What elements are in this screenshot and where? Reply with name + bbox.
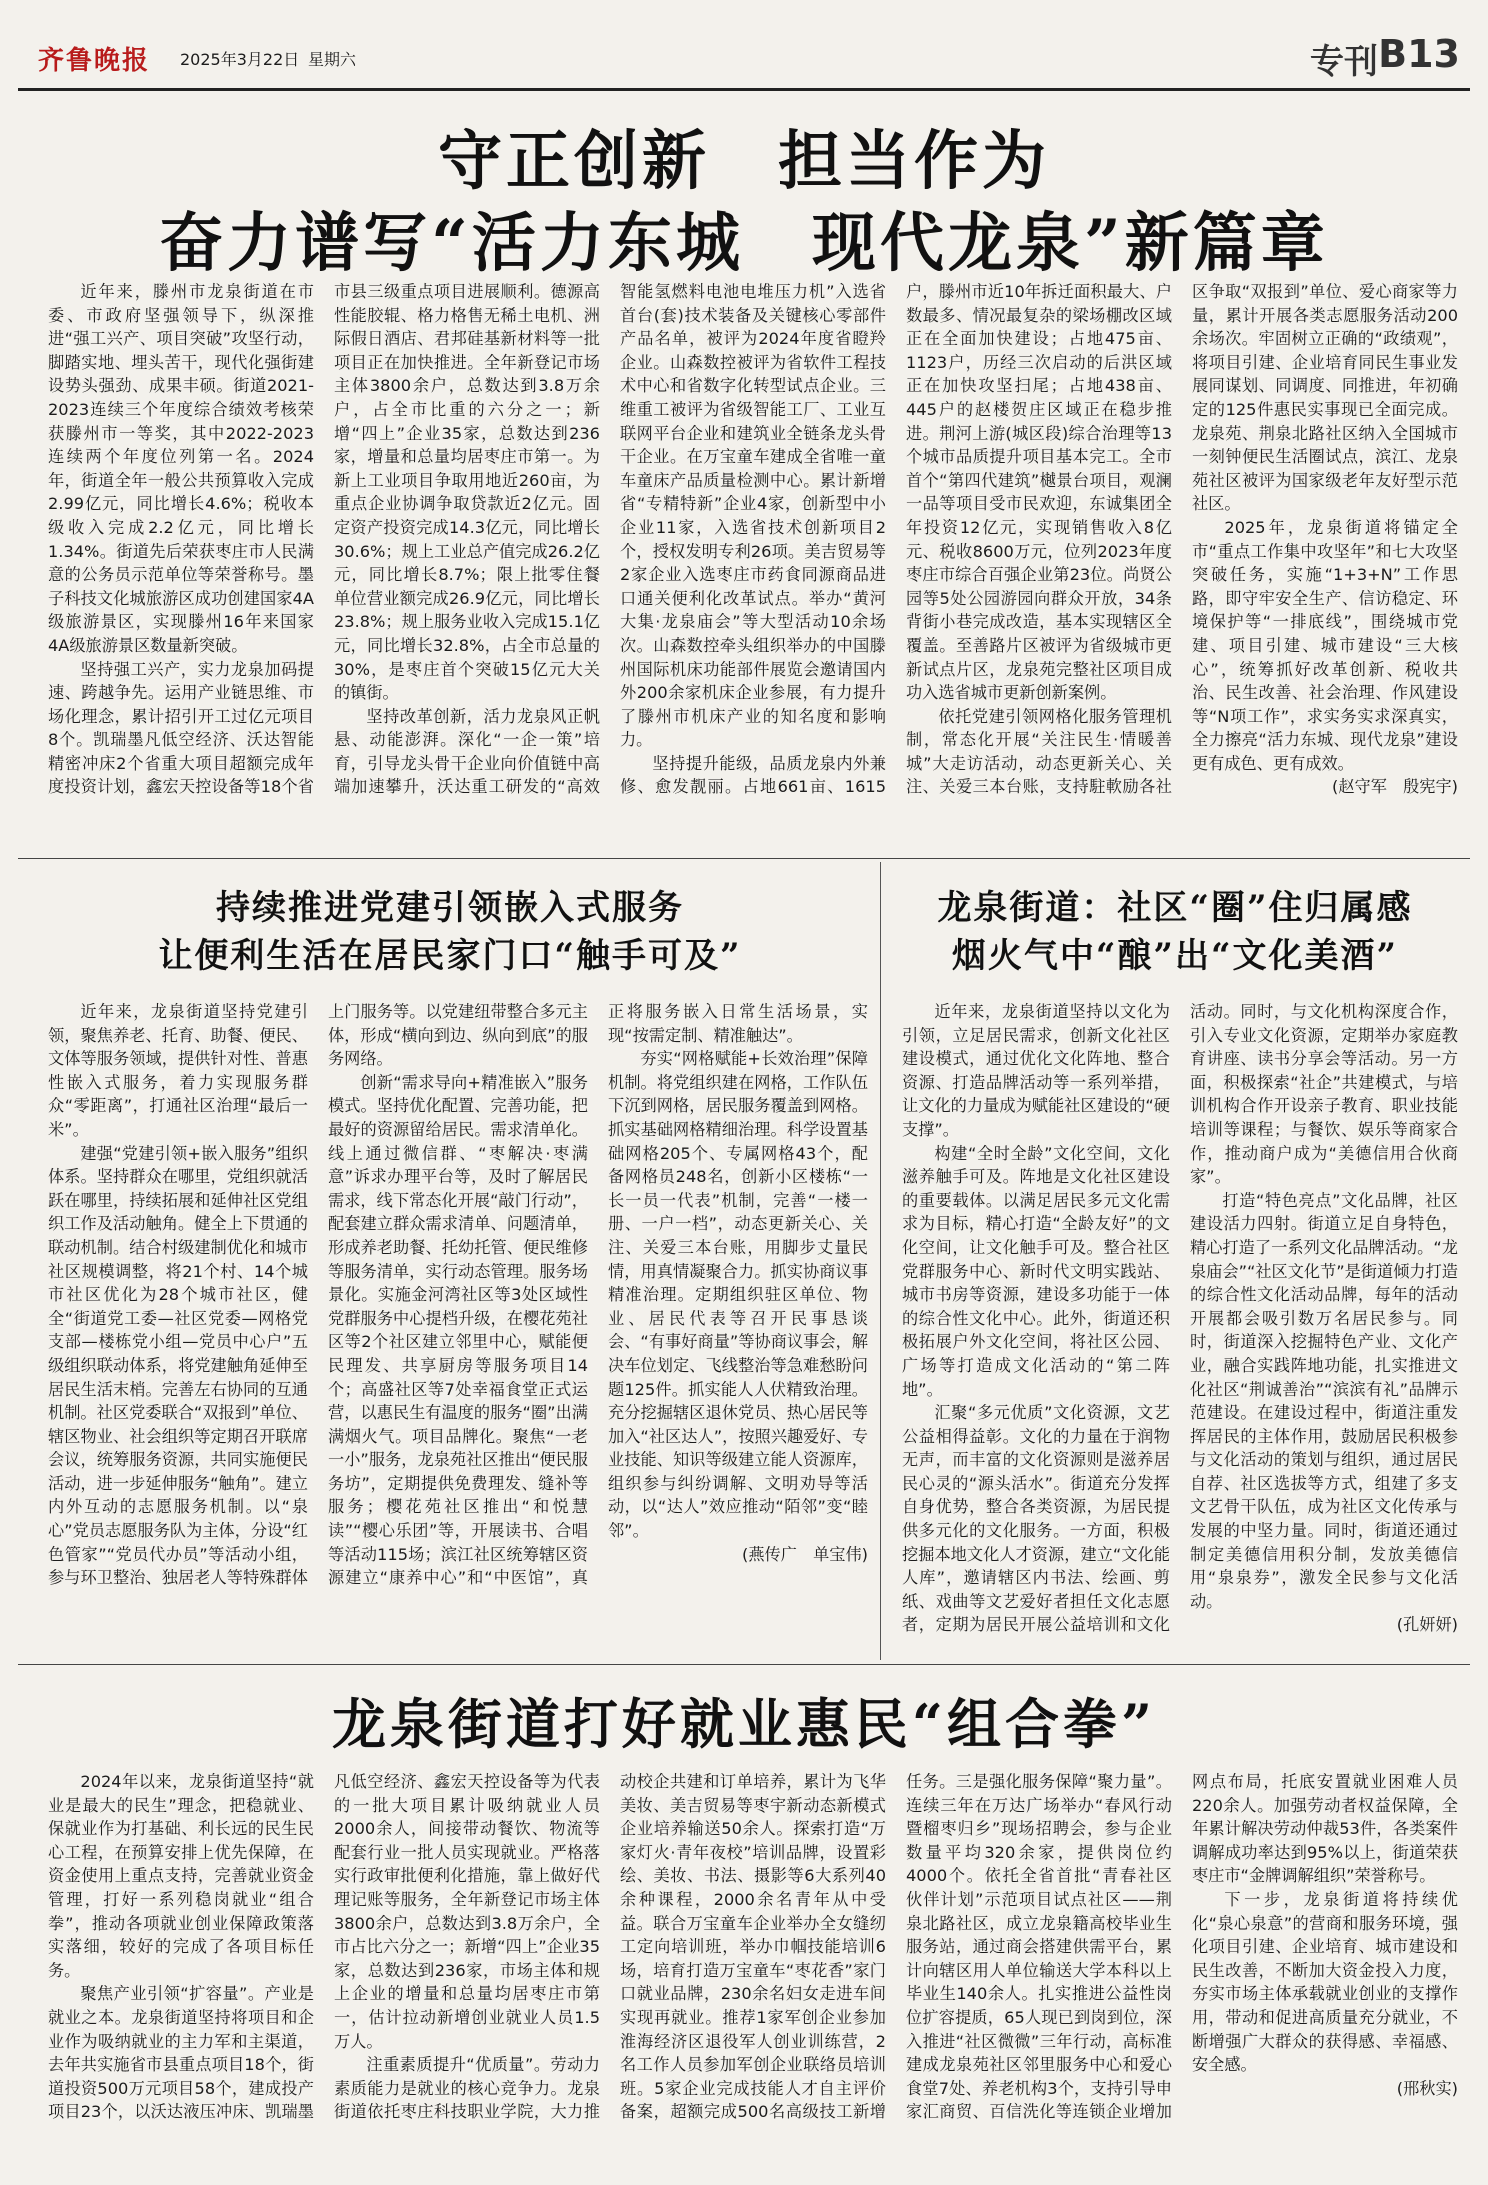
newspaper-logo: 齐鲁晚报 bbox=[38, 46, 151, 76]
article2-title-line2: 让便利生活在居民家门口“触手可及” bbox=[158, 936, 742, 976]
lead-byline: (赵守军 殷宪宇) bbox=[1332, 777, 1458, 797]
lead-article-body bbox=[48, 280, 1458, 848]
article4-body bbox=[48, 1770, 1458, 2170]
lead-paragraph: 近年来，滕州市龙泉街道在市委、市政府坚强领导下，纵深推进“强工兴产、项目突破”攻坚行动，脚踏实地、埋头苦干，现代化强街建设势头强劲、成果丰硕。街道2021-2023连续三个年度综合绩效考核荣获滕州市一等奖，其中2022-2023连续两个年度位列第一名。2024年，街道全年一般公共预算收入完成2.99亿元，同比增长4.6%；税收本级收入完成2.2亿元，同比增长1.34%。街道先后荣获枣庄市人民满意的公务员示范单位等荣誉称号。墨子科技文化城旅游区成功创建国家4A级旅游景区，实现滕州16年来国家4A级旅游景区数量新突破。 bbox=[48, 282, 314, 655]
article3-title-line2: 烟火气中“酿”出“文化美酒” bbox=[951, 936, 1399, 976]
lead-paragraph: 依托党建引领网格化服务管理机制，常态化开展“关注民生·情暖善城”大走访活动，动态更新关心、关注、关爱三本台账，支持駐軟励各社区争取“双报到”单位、爱心商家等力量，累计开展各类志愿服务活动200余场次。牢固树立正确的“政绩观”，将项目引建、企业培育同民生事业发展同谋划、同调度、同推进，年初确定的125件惠民实事现已全面完成。龙泉苑、荆泉北路社区纳入全国城市一刻钟便民生活圈试点，滨江、龙泉苑社区被评为国家级老年友好型示范社区。 bbox=[906, 282, 1458, 797]
article3-paragraph: 近年来，龙泉街道坚持以文化为引领，立足居民需求，创新文化社区建设模式，通过优化文化阵地、整合资源、打造品牌活动等一系列举措，让文化的力量成为赋能社区建设的“硬支撑”。 bbox=[902, 1002, 1170, 1139]
section-divider bbox=[18, 858, 1470, 859]
article2-body bbox=[48, 1000, 868, 1652]
article2-paragraph: 建强“党建引领+嵌入服务”组织体系。坚持群众在哪里，党组织就活跃在哪里，持续拓展和延伸社区党组织工作及活动触角。健全上下贯通的联动机制。结合村级建制优化和城市社区规模调整，将21个村、14个城市社区优化为28个城市社区，健全“街道党工委—社区党委—网格党支部—楼栋党小组—党员中心户”五级组织联动体系，将党建触角延伸至居民生活末梢。完善左右协同的互通机制。社区党委联合“双报到”单位、辖区物业、社会组织等定期召开联席会议，统筹服务资源，共同实施便民活动，进一步延伸服务“触角”。建立内外互动的志愿服务机制。以“泉心”党员志愿服务队为主体，分设“红色管家”“党员代办员”等活动小组，参与环卫整治、独居老人等特殊群体上门服务等。以党建纽带整合多元主体，形成“横向到边、纵向到底”的服务网络。 bbox=[48, 1002, 588, 1588]
masthead-rule bbox=[18, 88, 1470, 91]
article4-paragraph: 聚焦产业引领“扩容量”。产业是就业之本。龙泉街道坚持将项目和企业作为吸纳就业的主力军和主渠道，去年共实施省市县重点项目18个，街道投资500万元项目58个，建成投产项目23个，以沃达液压冲床、凯瑞墨凡低空经济、鑫宏天控设备等为代表的一批大项目累计吸纳就业人员2000余人，间接带动餐饮、物流等配套行业一批人员实现就业。严格落实行政审批便利化措施，靠上做好代理记账等服务，全年新登记市场主体3800余户，总数达到3.8万余户，全市占比六分之一；新增“四上”企业35家，总数达到236家，市场主体和规上企业的增量和总量均居枣庄市第一，估计拉动新增创业就业人员1.5万人。 bbox=[48, 1772, 600, 2122]
article4-paragraph: 2024年以来，龙泉街道坚持“就业是最大的民生”理念，把稳就业、保就业作为打基础、利长远的民生民心工程，在预算安排上优先保障，在资金使用上重点支持，完善就业资金管理，打好一系列稳岗就业“组合拳”，推动各项就业创业保障政策落实落细，较好的完成了各项目标任务。 bbox=[48, 1772, 314, 1980]
lead-title-line2: 奋力谱写“活力东城 现代龙泉”新篇章 bbox=[159, 206, 1329, 281]
masthead bbox=[18, 22, 1470, 90]
article3-title-line1: 龙泉街道：社区“圈”住归属感 bbox=[937, 888, 1413, 928]
article2-title-line1: 持续推进党建引领嵌入式服务 bbox=[216, 888, 684, 928]
article4-title: 龙泉街道打好就业惠民“组合拳” bbox=[331, 1692, 1157, 1756]
issue-date: 2025年3月22日 bbox=[180, 50, 300, 69]
article3-body bbox=[902, 1000, 1458, 1652]
article3-paragraph: 打造“特色亮点”文化品牌，社区建设活力四射。街道立足自身特色，精心打造了一系列文化品牌活动。“龙泉庙会”“社区文化节”是街道倾力打造的综合性文化活动品牌，每年的活动开展都会吸引数万名居民参与。同时，街道深入挖掘特色产业、文化产业，融合实践阵地功能，扎实推进文化社区“荆诚善治”“滨滨有礼”品牌示范建设。在建设过程中，街道注重发挥居民的主体作用，鼓励居民积极参与文化活动的策划与组织，通过居民自荐、社区选拔等方式，组建了多支文艺骨干队伍，成为社区文化传承与发展的中坚力量。同时，街道还通过制定美德信用积分制，发放美德信用“泉泉券”，激发全民参与文化活动。 bbox=[1190, 1190, 1458, 1611]
issue-weekday: 星期六 bbox=[308, 50, 357, 69]
lead-title-line1: 守正创新 担当作为 bbox=[438, 124, 1050, 199]
article4-paragraph: 注重素质提升“优质量”。劳动力素质能力是就业的核心竞争力。龙泉街道依托枣庄科技职业学院，大力推动校企共建和订单培养，累计为飞华美妆、美吉贸易等枣宇新动态新模式企业培养输送50余人。探索打造“万家灯火·青年夜校”培训品牌，设置彩绘、美妆、书法、摄影等6大系列40余种课程，2000余名青年从中受益。联合万宝童车企业举办全女缝纫工定向培训班，举办巾帼技能培训6场，培育打造万宝童车“枣花香”家门口就业品牌，230余名妇女走进车间实现再就业。推荐1家军创企业参加淮海经济区退役军人创业训练营，2名工作人员参加军创企业联络员培训班。5家企业完成技能人才自主评价备案，超额完成500名高级技工新增任务。三是强化服务保障“聚力量”。连续三年在万达广场举办“春风行动暨榴枣归乡”现场招聘会，参与企业数量平均320余家，提供岗位约4000个。依托全省首批“青春社区 伙伴计划”示范项目试点社区——荆泉北路社区，成立龙泉籍高校毕业生服务站，通过商会搭建供需平台，累计向辖区用人单位输送大学本科以上毕业生140余人。扎实推进公益性岗位扩容提质，65人现已到岗到位，深入推进“社区微微”三年行动，高标准建成龙泉苑社区邻里服务中心和爱心食堂7处、养老机构3个，支持引导申家汇商贸、百信洗化等连锁企业增加网点布局，托底安置就业困难人员220余人。加强劳动者权益保障，全年累计解决劳动仲裁53件，各类案件调解成功率达到95%以上，街道荣获枣庄市“金牌调解组织”荣誉称号。 bbox=[334, 1772, 1458, 2122]
page-number: B13 bbox=[1378, 32, 1460, 76]
lead-paragraph: 坚持改革创新，活力龙泉风正帆悬、动能澎湃。深化“一企一策”培育，引导龙头骨干企业向价值链中高端加速攀升，沃达重工研发的“高效智能氢燃料电池电堆压力机”入选省首台(套)技术装备及关键核心零部件产品名单，被评为2024年度省瞪羚企业。山森数控被评为省软件工程技术中心和省数字化转型试点企业。三维重工被评为省级智能工厂、工业互联网平台企业和建筑业全链条龙头骨干企业。在万宝童车建成全省唯一童车童床产品质量检测中心。累计新增省“专精特新”企业4家，创新型中小企业11家，入选省技术创新项目2个，授权发明专利26项。美吉贸易等2家企业入选枣庄市药食同源商品进口通关便利化改革试点。举办“黄河大集·龙泉庙会”等大型活动10余场次。山森数控牵头组织举办的中国滕州国际机床功能部件展览会邀请国内外200余家机床企业参展，有力提升了滕州市机床产业的知名度和影响力。 bbox=[334, 282, 886, 797]
article2-paragraph: 近年来，龙泉街道坚持党建引领，聚焦养老、托育、助餐、便民、文体等服务领域，提供针对性、普惠性嵌入式服务，着力实现服务群众“零距离”，打通社区治理“最后一米”。 bbox=[48, 1002, 308, 1139]
lead-paragraph: 2025年，龙泉街道将锚定全市“重点工作集中攻坚年”和七大攻坚突破任务，实施“1+3+N”工作思路，即守牢安全生产、信访稳定、环境保护等“一排底线”，围绕城市党建、项目引建、城市建设“三大核心”，统筹抓好改革创新、税收共治、民生改善、社会治理、作风建设等“N项工作”，求实务实求深真实，全力擦亮“活力东城、现代龙泉”建设更有成色、更有成效。 bbox=[1192, 517, 1458, 773]
article2-byline: (燕传广 单宝伟) bbox=[742, 1544, 868, 1564]
article2-paragraph: 创新“需求导向+精准嵌入”服务模式。坚持优化配置、完善功能，把最好的资源留给居民。需求清单化。线上通过微信群、“枣解决·枣满意”诉求办理平台等，及时了解居民需求，线下常态化开展“敲门行动”，配套建立群众需求清单、问题清单，形成养老助餐、托幼托管、便民维修等服务清单，实行动态管理。服务场景化。实施金河湾社区等3处区域性党群服务中心提档升级，在樱花苑社区等2个社区建立邻里中心，赋能便民理发、共享厨房等服务项目14个；高盛社区等7处幸福食堂正式运营，以惠民生有温度的服务“圈”出满满烟火气。项目品牌化。聚焦“一老一小”服务，龙泉苑社区推出“便民服务坊”，定期提供免费理发、缝补等服务；樱花苑社区推出“和悦慧读”“樱心乐团”等，开展读书、合唱等活动115场；滨江社区统筹辖区资源建立“康养中心”和“中医馆”，真正将服务嵌入日常生活场景，实现“按需定制、精准触达”。 bbox=[328, 1002, 868, 1588]
lead-paragraph: 坚持强工兴产，实力龙泉加码提速、跨越争先。运用产业链思维、市场化理念，累计招引开工过亿元项目8个。凯瑞墨凡低空经济、沃达智能精密冲床2个省重大项目超额完成年度投资计划，鑫宏天控设备等18个省市县三级重点项目进展顺利。德源高性能胶辊、格力格售无稀土电机、洲际假日酒店、君邦硅基新材料等一批项目正在加快推进。全年新登记市场主体3800余户，总数达到3.8万余户，占全市比重的六分之一；新增“四上”企业35家，总数达到236家，增量和总量均居枣庄市第一。为新上工业项目争取用地近260亩，为重点企业协调争取贷款近2亿元。固定资产投资完成14.3亿元，同比增长30.6%；规上工业总产值完成26.2亿元，同比增长8.7%；限上批零住餐单位营业额完成26.9亿元，同比增长23.8%；规上服务业收入完成15.1亿元，同比增长32.8%，占全市总量的30%，是枣庄首个突破15亿元大关的镇街。 bbox=[48, 282, 600, 797]
article3-paragraph: 构建“全时全龄”文化空间，文化滋养触手可及。阵地是文化社区建设的重要载体。以满足居民多元文化需求为目标，精心打造“全龄友好”的文化空间，让文化触手可及。整合社区党群服务中心、新时代文明实践站、城市书房等资源，建设多功能于一体的综合性文化中心。此外，街道还积极拓展户外文化空间，将社区公园、广场等打造成文化活动的“第二阵地”。 bbox=[902, 1143, 1170, 1399]
section-name: 专刊 bbox=[1310, 42, 1378, 82]
article3-byline: (孔妍妍) bbox=[1396, 1615, 1458, 1635]
article3-paragraph: 汇聚“多元优质”文化资源，文艺公益相得益彰。文化的力量在于润物无声，而丰富的文化资源则是滋养居民心灵的“源头活水”。街道充分发挥自身优势，整合各类资源，为居民提供多元化的文化服务。一方面，积极挖掘本地文化人才资源，建立“文化能人库”，邀请辖区内书法、绘画、剪纸、戏曲等文艺爱好者担任文化志愿者，定期为居民开展公益培训和文化活动。同时，与文化机构深度合作，引入专业文化资源，定期举办家庭教育讲座、读书分享会等活动。另一方面，积极探索“社企”共建模式，与培训机构合作开设亲子教育、职业技能培训等课程；与餐饮、娱乐等商家合作，推动商户成为“美德信用合伙商家”。 bbox=[902, 1002, 1458, 1635]
article4-paragraph: 下一步，龙泉街道将持续优化“泉心泉意”的营商和服务环境，强化项目引建、企业培育、城市建设和民生改善，不断加大资金投入力度，夯实市场主体承载就业创业的支撑作用，带动和促进高质量充分就业，不断增强广大群众的获得感、幸福感、安全感。 bbox=[1192, 1889, 1458, 2075]
article2-paragraph: 夯实“网格赋能+长效治理”保障机制。将党组织建在网格，工作队伍下沉到网格，居民服务覆盖到网格。抓实基础网格精细治理。科学设置基础网格205个、专属网格43个，配备网格员248名，创新小区楼栋“一长一员一代表”机制，完善“一楼一册、一户一档”，动态更新关心、关注、关爱三本台账，用脚步丈量民情，用真情凝聚合力。抓实协商议事精准治理。定期组织驻区单位、物业、居民代表等召开民事恳谈会、“有事好商量”等协商议事会，解决车位划定、飞线整治等急难愁盼问题125件。抓实能人人伏精致治理。充分挖掘辖区退休党员、热心居民等加入“社区达人”，按照兴趣爱好、专业技能、知识等级建立能人资源库，组织参与纠纷调解、文明劝导等活动，以“达人”效应推动“陌邻”变“睦邻”。 bbox=[608, 1049, 868, 1541]
article4-byline: (邢秋实) bbox=[1396, 2078, 1458, 2098]
lead-paragraph: 坚持提升能级，品质龙泉内外兼修、愈发靓丽。占地661亩、1615户，滕州市近10年拆迁面积最大、户数最多、情况最复杂的梁场棚改区域正在全面加快建设；占地475亩、1123户，历经三次启动的后洪区域正在加快攻坚扫尾；占地438亩、445户的赵楼贺庄区域正在稳步推进。荆河上游(城区段)综合治理等13个城市品质提升项目基本完工。全市首个“第四代建筑”樾景台项目，观澜一品等项目受市民欢迎，东诚集团全年投资12亿元，实现销售收入8亿元、税收8600万元，位列2023年度枣庄市综合百强企业第23位。尚贤公园等5处公园游园向群众开放，34条背街小巷完成改造，基本实现辖区全覆盖。至善路片区被评为省级城市更新试点片区，龙泉苑完整社区项目成功入选省城市更新创新案例。 bbox=[620, 282, 1172, 797]
column-divider bbox=[880, 862, 881, 1660]
section-divider bbox=[18, 1664, 1470, 1665]
